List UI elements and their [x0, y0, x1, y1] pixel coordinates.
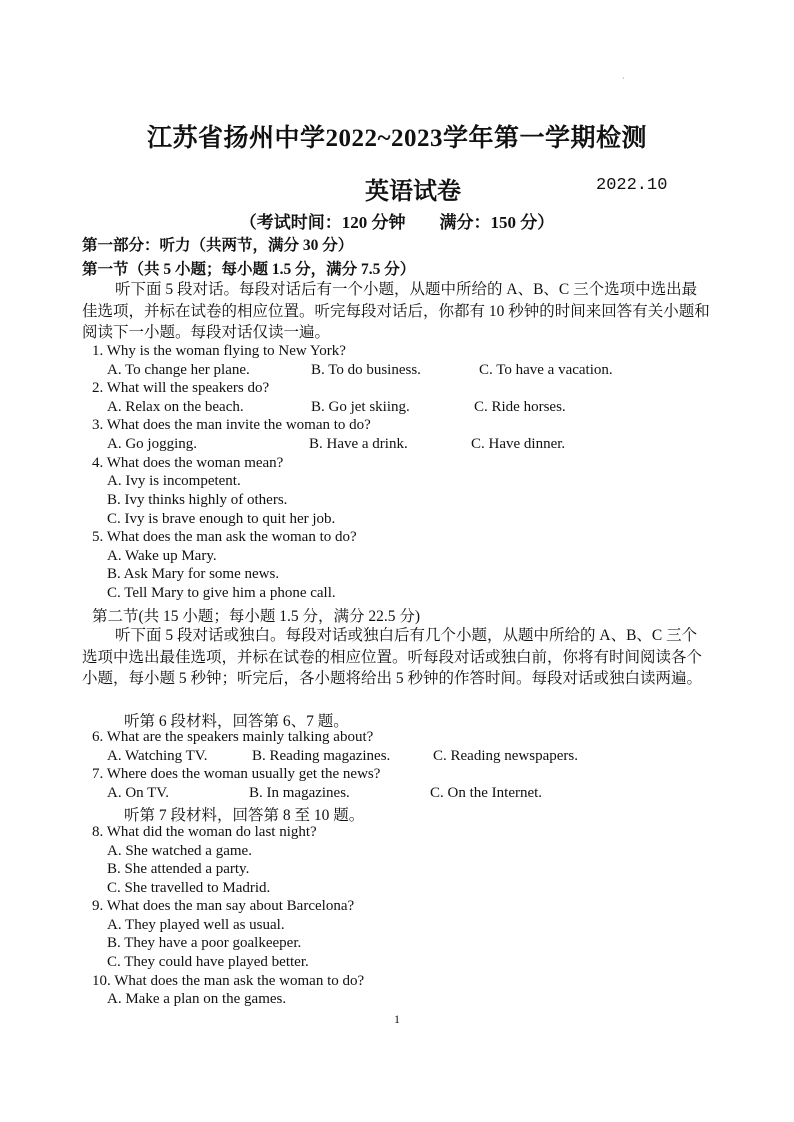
q5-option-c: C. Tell Mary to give him a phone call. — [107, 585, 336, 601]
question-7: 7. Where does the woman usually get the news? — [92, 766, 381, 782]
question-3: 3. What does the man invite the woman to do? — [92, 417, 371, 433]
question-2: 2. What will the speakers do? — [92, 380, 270, 396]
q5-option-a: A. Wake up Mary. — [107, 548, 217, 564]
q4-option-b: B. Ivy thinks highly of others. — [107, 492, 288, 508]
q3-option-b: B. Have a drink. — [309, 436, 408, 452]
part1-heading: 第一部分：听力（共两节，满分 30 分） — [82, 237, 354, 254]
q9-option-b: B. They have a poor goalkeeper. — [107, 935, 302, 951]
q7-option-b: B. In magazines. — [249, 785, 350, 801]
q3-option-a: A. Go jogging. — [107, 436, 197, 452]
question-4: 4. What does the woman mean? — [92, 455, 284, 471]
q8-option-b: B. She attended a party. — [107, 861, 250, 877]
q2-option-b: B. Go jet skiing. — [311, 399, 410, 415]
question-10: 10. What does the man ask the woman to do? — [92, 973, 365, 989]
exam-date: 2022.10 — [596, 176, 668, 195]
q6-option-b: B. Reading magazines. — [252, 748, 391, 764]
section1-heading: 第一节（共 5 小题；每小题 1.5 分，满分 7.5 分） — [82, 261, 416, 278]
q6-option-a: A. Watching TV. — [107, 748, 208, 764]
q5-option-b: B. Ask Mary for some news. — [107, 566, 280, 582]
q7-option-c: C. On the Internet. — [430, 785, 543, 801]
q1-option-a: A. To change her plane. — [107, 362, 250, 378]
q10-option-a: A. Make a plan on the games. — [107, 991, 287, 1007]
question-1: 1. Why is the woman flying to New York? — [92, 343, 346, 359]
question-8: 8. What did the woman do last night? — [92, 824, 317, 840]
section2-instructions: 听下面 5 段对话或独白。每段对话或独白后有几个小题，从题中所给的 A、B、C 三个选项中选出最佳选项，并标在试卷的相应位置。听每段对话或独白前，你将有时间阅读各个小题，每小题 5 秒钟；听完后，各小题将给出 5 秒钟的作答时间。每段对话或独白读两遍。 — [82, 627, 703, 687]
section1-instructions: 听下面 5 段对话。每段对话后有一个小题，从题中所给的 A、B、C 三个选项中选出最佳选项，并标在试卷的相应位置。听完每段对话后，你都有 10 秒钟的时间来回答有关小题和阅读下一小题。每段对话仅读一遍。 — [82, 281, 710, 341]
question-6: 6. What are the speakers mainly talking about? — [92, 729, 374, 745]
exam-title: 江苏省扬州中学2022~2023学年第一学期检测 — [146, 125, 647, 152]
q1-option-b: B. To do business. — [311, 362, 421, 378]
q7-option-a: A. On TV. — [107, 785, 169, 801]
q4-option-a: A. Ivy is incompetent. — [107, 473, 241, 489]
q6-option-c: C. Reading newspapers. — [433, 748, 578, 764]
q2-option-a: A. Relax on the beach. — [107, 399, 244, 415]
material-6-instruction: 听第 6 段材料，回答第 6、7 题。 — [124, 713, 349, 730]
q3-option-c: C. Have dinner. — [471, 436, 566, 452]
q4-option-c: C. Ivy is brave enough to quit her job. — [107, 511, 336, 527]
exam-info: （考试时间：120 分钟 满分：150 分） — [239, 213, 555, 232]
material-7-instruction: 听第 7 段材料，回答第 8 至 10 题。 — [124, 807, 365, 824]
exam-subtitle: 英语试卷 — [365, 179, 461, 205]
q8-option-a: A. She watched a game. — [107, 843, 252, 859]
q9-option-c: C. They could have played better. — [107, 954, 309, 970]
q1-option-c: C. To have a vacation. — [479, 362, 613, 378]
q9-option-a: A. They played well as usual. — [107, 917, 285, 933]
page-number: 1 — [394, 1012, 400, 1026]
q2-option-c: C. Ride horses. — [474, 399, 566, 415]
question-9: 9. What does the man say about Barcelona? — [92, 898, 355, 914]
section2-heading: 第二节(共 15 小题；每小题 1.5 分，满分 22.5 分) — [92, 608, 421, 625]
q8-option-c: C. She travelled to Madrid. — [107, 880, 271, 896]
question-5: 5. What does the man ask the woman to do? — [92, 529, 357, 545]
scan-speck: · — [622, 74, 625, 83]
